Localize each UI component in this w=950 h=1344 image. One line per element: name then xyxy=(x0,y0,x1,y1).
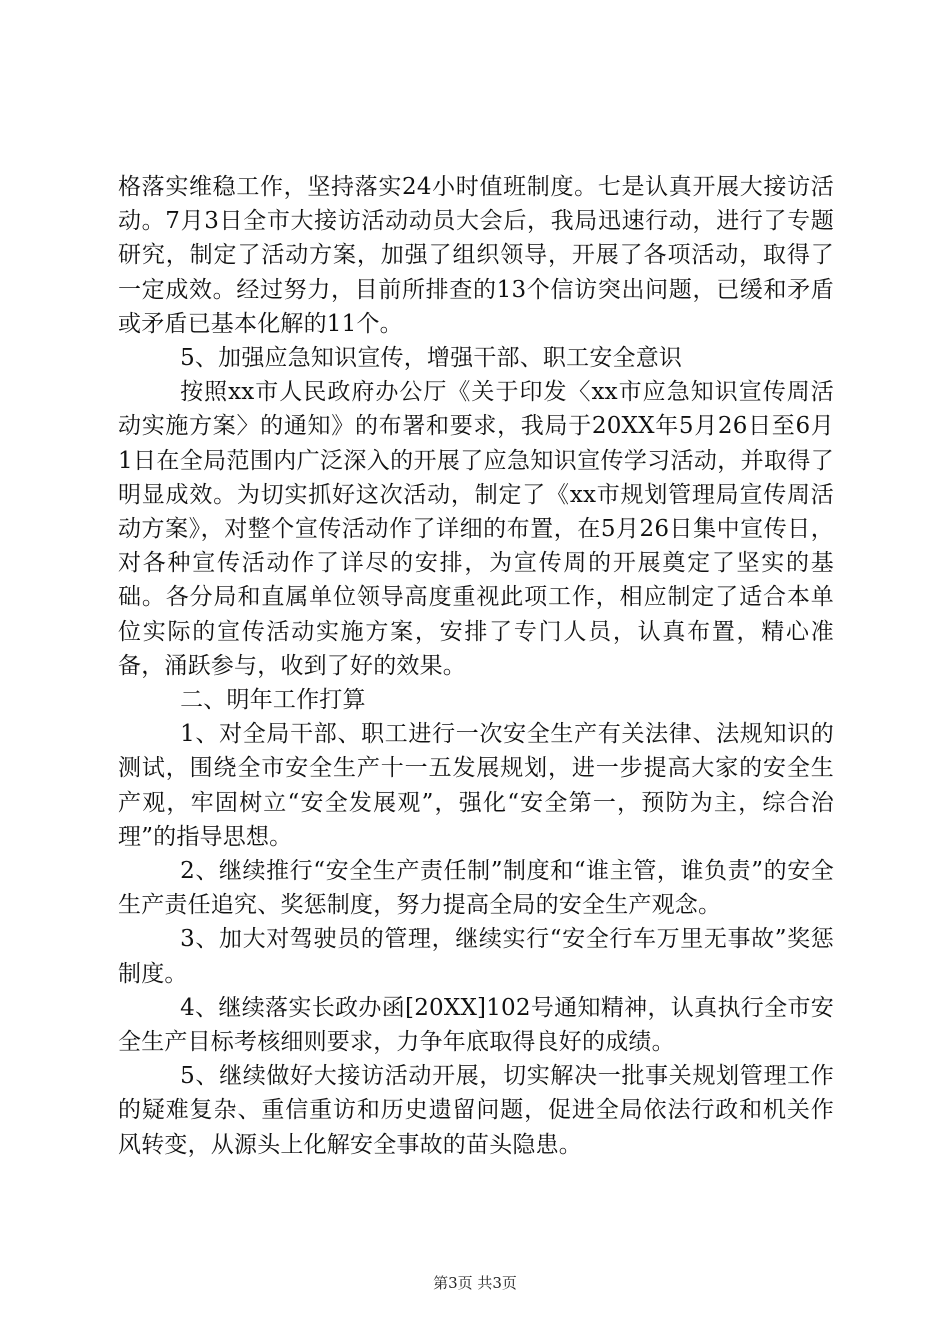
plan-item-5: 5、继续做好大接访活动开展，切实解决一批事关规划管理工作的疑难复杂、重信重访和历史遗留问题，促进全局依法行政和机关作风转变，从源头上化解安全事故的苗头隐患。 xyxy=(118,1063,834,1158)
section-heading-emergency-knowledge: 5、加强应急知识宣传，增强干部、职工安全意识 xyxy=(180,345,683,372)
plan-item-2: 2、继续推行“安全生产责任制”制度和“谁主管，谁负责”的安全生产责任追究、奖惩制度，努力提高全局的安全生产观念。 xyxy=(118,858,834,919)
plan-item-1: 1、对全局干部、职工进行一次安全生产有关法律、法规知识的测试，围绕全市安全生产十一五发展规划，进一步提高大家的安全生产观，牢固树立“安全发展观”，强化“安全第一，预防为主，综合治理”的指导思想。 xyxy=(118,721,834,850)
page-footer xyxy=(0,1272,950,1293)
plan-item-4: 4、继续落实长政办函[20XX]102号通知精神，认真执行全市安全生产目标考核细则要求，力争年底取得良好的成绩。 xyxy=(118,994,834,1056)
section-heading-next-year-plan: 二、明年工作打算 xyxy=(180,687,366,714)
plan-item-3: 3、加大对驾驶员的管理，继续实行“安全行车万里无事故”奖惩制度。 xyxy=(118,926,834,987)
document-body xyxy=(118,170,834,1162)
page-number-label: 第3页 共3页 xyxy=(433,1274,517,1292)
paragraph-emergency-week: 按照xx市人民政府办公厅《关于印发〈xx市应急知识宣传周活动实施方案〉的通知》的布署和要求，我局于20XX年5月26日至6月1日在全局范围内广泛深入的开展了应急知识宣传学习活动，并取得了明显成效。为切实抓好这次活动，制定了《xx市规划管理局宣传周活动方案》，对整个宣传活动作了详细的布置，在5月26日集中宣传日，对各种宣传活动作了详尽的安排，为宣传周的开展奠定了坚实的基础。各分局和直属单位领导高度重视此项工作，相应制定了适合本单位实际的宣传活动实施方案，安排了专门人员，认真布置，精心准备，涌跃参与，收到了好的效果。 xyxy=(118,379,834,679)
paragraph-continuation: 格落实维稳工作，坚持落实24小时值班制度。七是认真开展大接访活动。7月3日全市大接访活动动员大会后，我局迅速行动，进行了专题研究，制定了活动方案，加强了组织领导，开展了各项活动，取得了一定成效。经过努力，目前所排查的13个信访突出问题，已缓和矛盾或矛盾已基本化解的11个。 xyxy=(118,174,834,337)
